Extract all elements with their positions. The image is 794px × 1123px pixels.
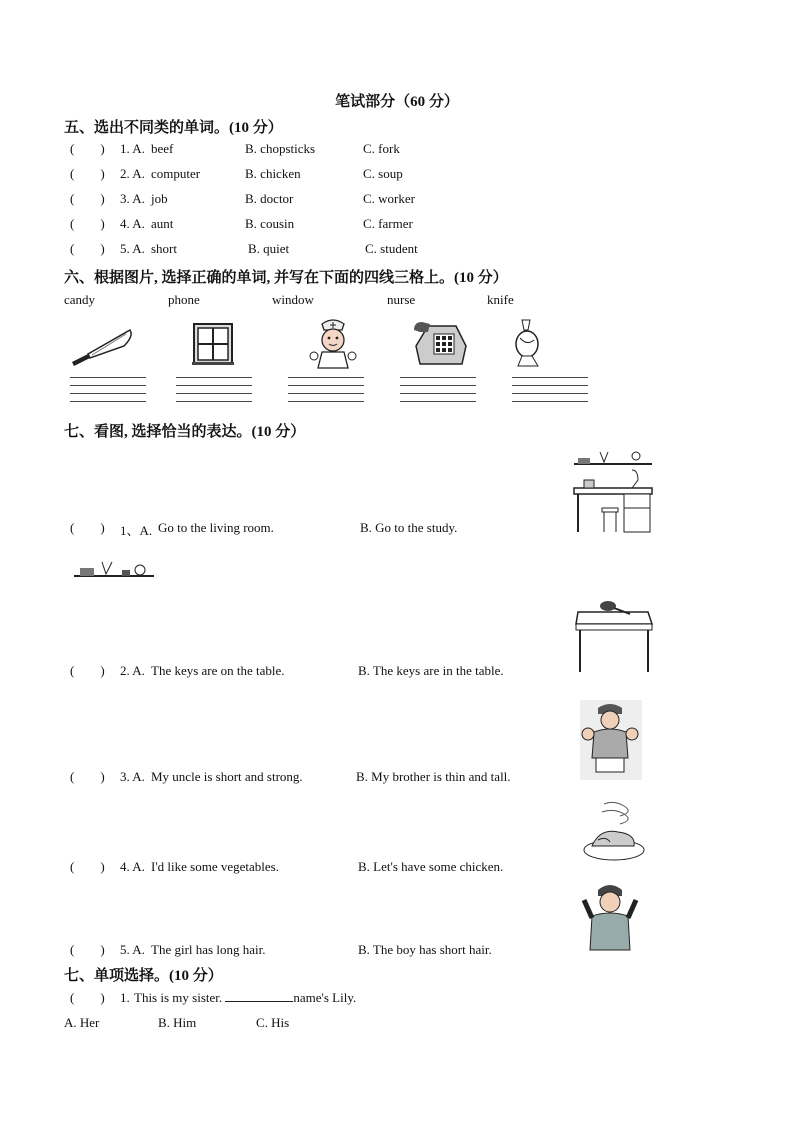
answer-paren[interactable]: ( ) <box>70 990 105 1005</box>
word-bank-item: nurse <box>387 292 416 307</box>
writing-lines[interactable] <box>512 377 588 407</box>
strong-man-picture <box>580 700 642 780</box>
window-icon <box>192 322 236 366</box>
answer-paren[interactable]: ( ) <box>70 241 105 256</box>
answer-paren[interactable]: ( ) <box>70 663 105 678</box>
option-a: Go to the living room. <box>158 520 274 535</box>
option-b: B. My brother is thin and tall. <box>356 769 511 784</box>
option-a: I'd like some vegetables. <box>151 859 279 874</box>
option-b: B. chopsticks <box>245 141 316 156</box>
writing-lines[interactable] <box>70 377 146 407</box>
question-number: 5. A. <box>120 241 145 256</box>
option-b: B. cousin <box>245 216 295 231</box>
question-number: 3. A. <box>120 191 145 206</box>
writing-lines[interactable] <box>400 377 476 407</box>
question-number: 2. A. <box>120 663 145 678</box>
choice-b: B. Him <box>158 1015 197 1030</box>
option-b: B. doctor <box>245 191 294 206</box>
choice-c: C. His <box>256 1015 290 1030</box>
answer-paren[interactable]: ( ) <box>70 141 105 156</box>
writing-lines[interactable] <box>288 377 364 407</box>
question-text-before: This is my sister. <box>134 990 223 1005</box>
question-number: 1、A. <box>120 523 153 538</box>
question-text <box>134 990 356 1006</box>
option-c: C. student <box>365 241 418 256</box>
section-5-heading: 五、选出不同类的单词。(10 分） <box>64 120 283 136</box>
question-number: 2. A. <box>120 166 145 181</box>
question-number: 4. A. <box>120 859 145 874</box>
choice-a: A. Her <box>64 1015 100 1030</box>
roast-chicken-picture <box>580 798 650 868</box>
option-b: B. chicken <box>245 166 301 181</box>
section-8-heading: 七、单项选择。(10 分） <box>64 968 223 984</box>
knife-icon <box>68 322 138 368</box>
answer-paren[interactable]: ( ) <box>70 216 105 231</box>
option-a: beef <box>151 141 174 156</box>
option-b: B. The keys are in the table. <box>358 663 504 678</box>
option-a: short <box>151 241 177 256</box>
page-title: 笔试部分（60 分） <box>335 94 459 110</box>
answer-paren[interactable]: ( ) <box>70 191 105 206</box>
option-c: C. farmer <box>363 216 413 231</box>
question-number: 1. A. <box>120 141 145 156</box>
option-c: C. fork <box>363 141 400 156</box>
table-keys-picture <box>574 596 654 674</box>
option-a: The girl has long hair. <box>151 942 266 957</box>
option-a: My uncle is short and strong. <box>151 769 303 784</box>
word-bank-item: window <box>272 292 314 307</box>
answer-paren[interactable]: ( ) <box>70 166 105 181</box>
option-c: C. worker <box>363 191 415 206</box>
option-a: aunt <box>151 216 174 231</box>
phone-icon <box>410 320 468 368</box>
answer-paren[interactable]: ( ) <box>70 942 105 957</box>
fill-blank[interactable] <box>225 991 293 1002</box>
option-b: B. quiet <box>248 241 290 256</box>
word-bank-item: knife <box>487 292 514 307</box>
answer-paren[interactable]: ( ) <box>70 520 105 535</box>
question-number: 1. <box>120 990 130 1005</box>
writing-lines[interactable] <box>176 377 252 407</box>
nurse-icon <box>304 316 362 370</box>
option-a: The keys are on the table. <box>151 663 285 678</box>
answer-paren[interactable]: ( ) <box>70 859 105 874</box>
section-6-heading: 六、根据图片, 选择正确的单词, 并写在下面的四线三格上。(10 分） <box>64 270 508 286</box>
shelf-picture <box>74 556 156 578</box>
option-a: job <box>151 191 168 206</box>
study-desk-picture <box>572 448 654 534</box>
option-b: B. Go to the study. <box>360 520 458 535</box>
question-number: 3. A. <box>120 769 145 784</box>
option-a: computer <box>151 166 201 181</box>
word-bank-item: candy <box>64 292 96 307</box>
question-text-after: name's Lily. <box>293 990 357 1005</box>
question-number: 5. A. <box>120 942 145 957</box>
option-b: B. The boy has short hair. <box>358 942 492 957</box>
boy-picture <box>578 880 644 952</box>
section-7-heading: 七、看图, 选择恰当的表达。(10 分） <box>64 424 306 440</box>
candy-icon <box>512 318 544 368</box>
option-b: B. Let's have some chicken. <box>358 859 504 874</box>
answer-paren[interactable]: ( ) <box>70 769 105 784</box>
word-bank-item: phone <box>168 292 200 307</box>
option-c: C. soup <box>363 166 403 181</box>
question-number: 4. A. <box>120 216 145 231</box>
